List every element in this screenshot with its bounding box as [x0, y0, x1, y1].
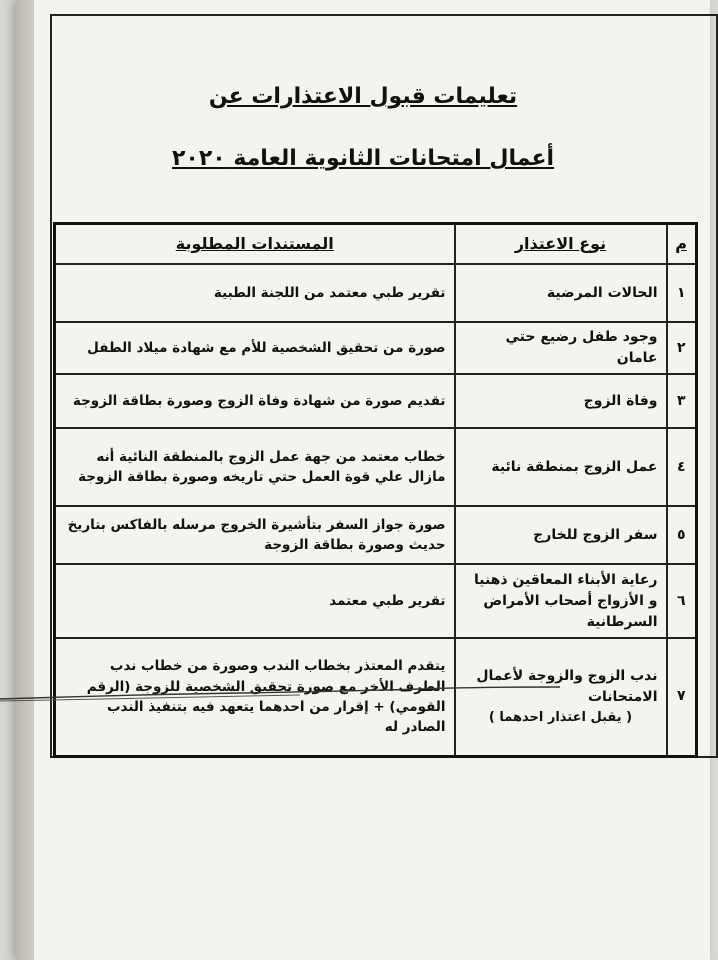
- instructions-table: [53, 222, 698, 758]
- row-number: ٧: [667, 638, 697, 756]
- table-row: [55, 374, 697, 428]
- excuse-type: ندب الزوج والزوجة لأعمال الامتحانات: [476, 668, 658, 705]
- table-row: [55, 264, 697, 322]
- page-edge-shadow: [16, 0, 34, 960]
- required-documents: صورة من تحقيق الشخصية للأم مع شهادة ميلاد الطفل: [55, 322, 455, 374]
- excuse-type: سفر الزوج للخارج: [455, 506, 667, 564]
- required-documents: تقديم صورة من شهادة وفاة الزوج وصورة بطاقة الزوجة: [55, 374, 455, 428]
- required-documents: خطاب معتمد من جهة عمل الزوج بالمنطقة النائية أنه مازال علي قوة العمل حتي تاريخه وصورة بطاقة الزوجة: [55, 428, 455, 506]
- table-row: [55, 428, 697, 506]
- excuse-type: الحالات المرضية: [455, 264, 667, 322]
- row-number: ٦: [667, 564, 697, 638]
- document-title-line1: تعليمات قبول الاعتذارات عن: [208, 84, 518, 109]
- table-row: [55, 322, 697, 374]
- row-number: ٣: [667, 374, 697, 428]
- document-title-line2: أعمال امتحانات الثانوية العامة ٢٠٢٠: [171, 146, 555, 171]
- excuse-type: رعاية الأبناء المعاقين ذهنيا و الأزواج أصحاب الأمراض السرطانية: [455, 564, 667, 638]
- excuse-type: وفاة الزوج: [455, 374, 667, 428]
- table-row: [55, 506, 697, 564]
- required-documents: صورة جواز السفر بتأشيرة الخروج مرسله بالفاكس بتاريخ حديث وصورة بطاقة الزوجة: [55, 506, 455, 564]
- table-header-row: [55, 224, 697, 265]
- row-number: ١: [667, 264, 697, 322]
- table-row: [55, 564, 697, 638]
- required-documents: تقرير طبي معتمد: [55, 564, 455, 638]
- excuse-type: عمل الزوج بمنطقة نائية: [455, 428, 667, 506]
- row-number: ٢: [667, 322, 697, 374]
- pen-stroke-mark: [0, 683, 718, 703]
- header-type: نوع الاعتذار: [455, 224, 667, 265]
- required-documents: تقرير طبي معتمد من اللجنة الطبية: [55, 264, 455, 322]
- required-documents: يتقدم المعتذر بخطاب الندب وصورة من خطاب ندب الطرف الأخر مع صورة تحقيق الشخصية للزوجة (الرقم القومي) + إقرار من احدهما يتعهد فيه بتنفيذ الندب الصادر له: [55, 638, 455, 756]
- header-num: م: [667, 224, 697, 265]
- row-number: ٥: [667, 506, 697, 564]
- excuse-type-note: ( يقبل اعتذار احدهما ): [488, 710, 633, 725]
- row-number: ٤: [667, 428, 697, 506]
- header-docs: المستندات المطلوبة: [55, 224, 455, 265]
- excuse-type: وجود طفل رضيع حتي عامان: [455, 322, 667, 374]
